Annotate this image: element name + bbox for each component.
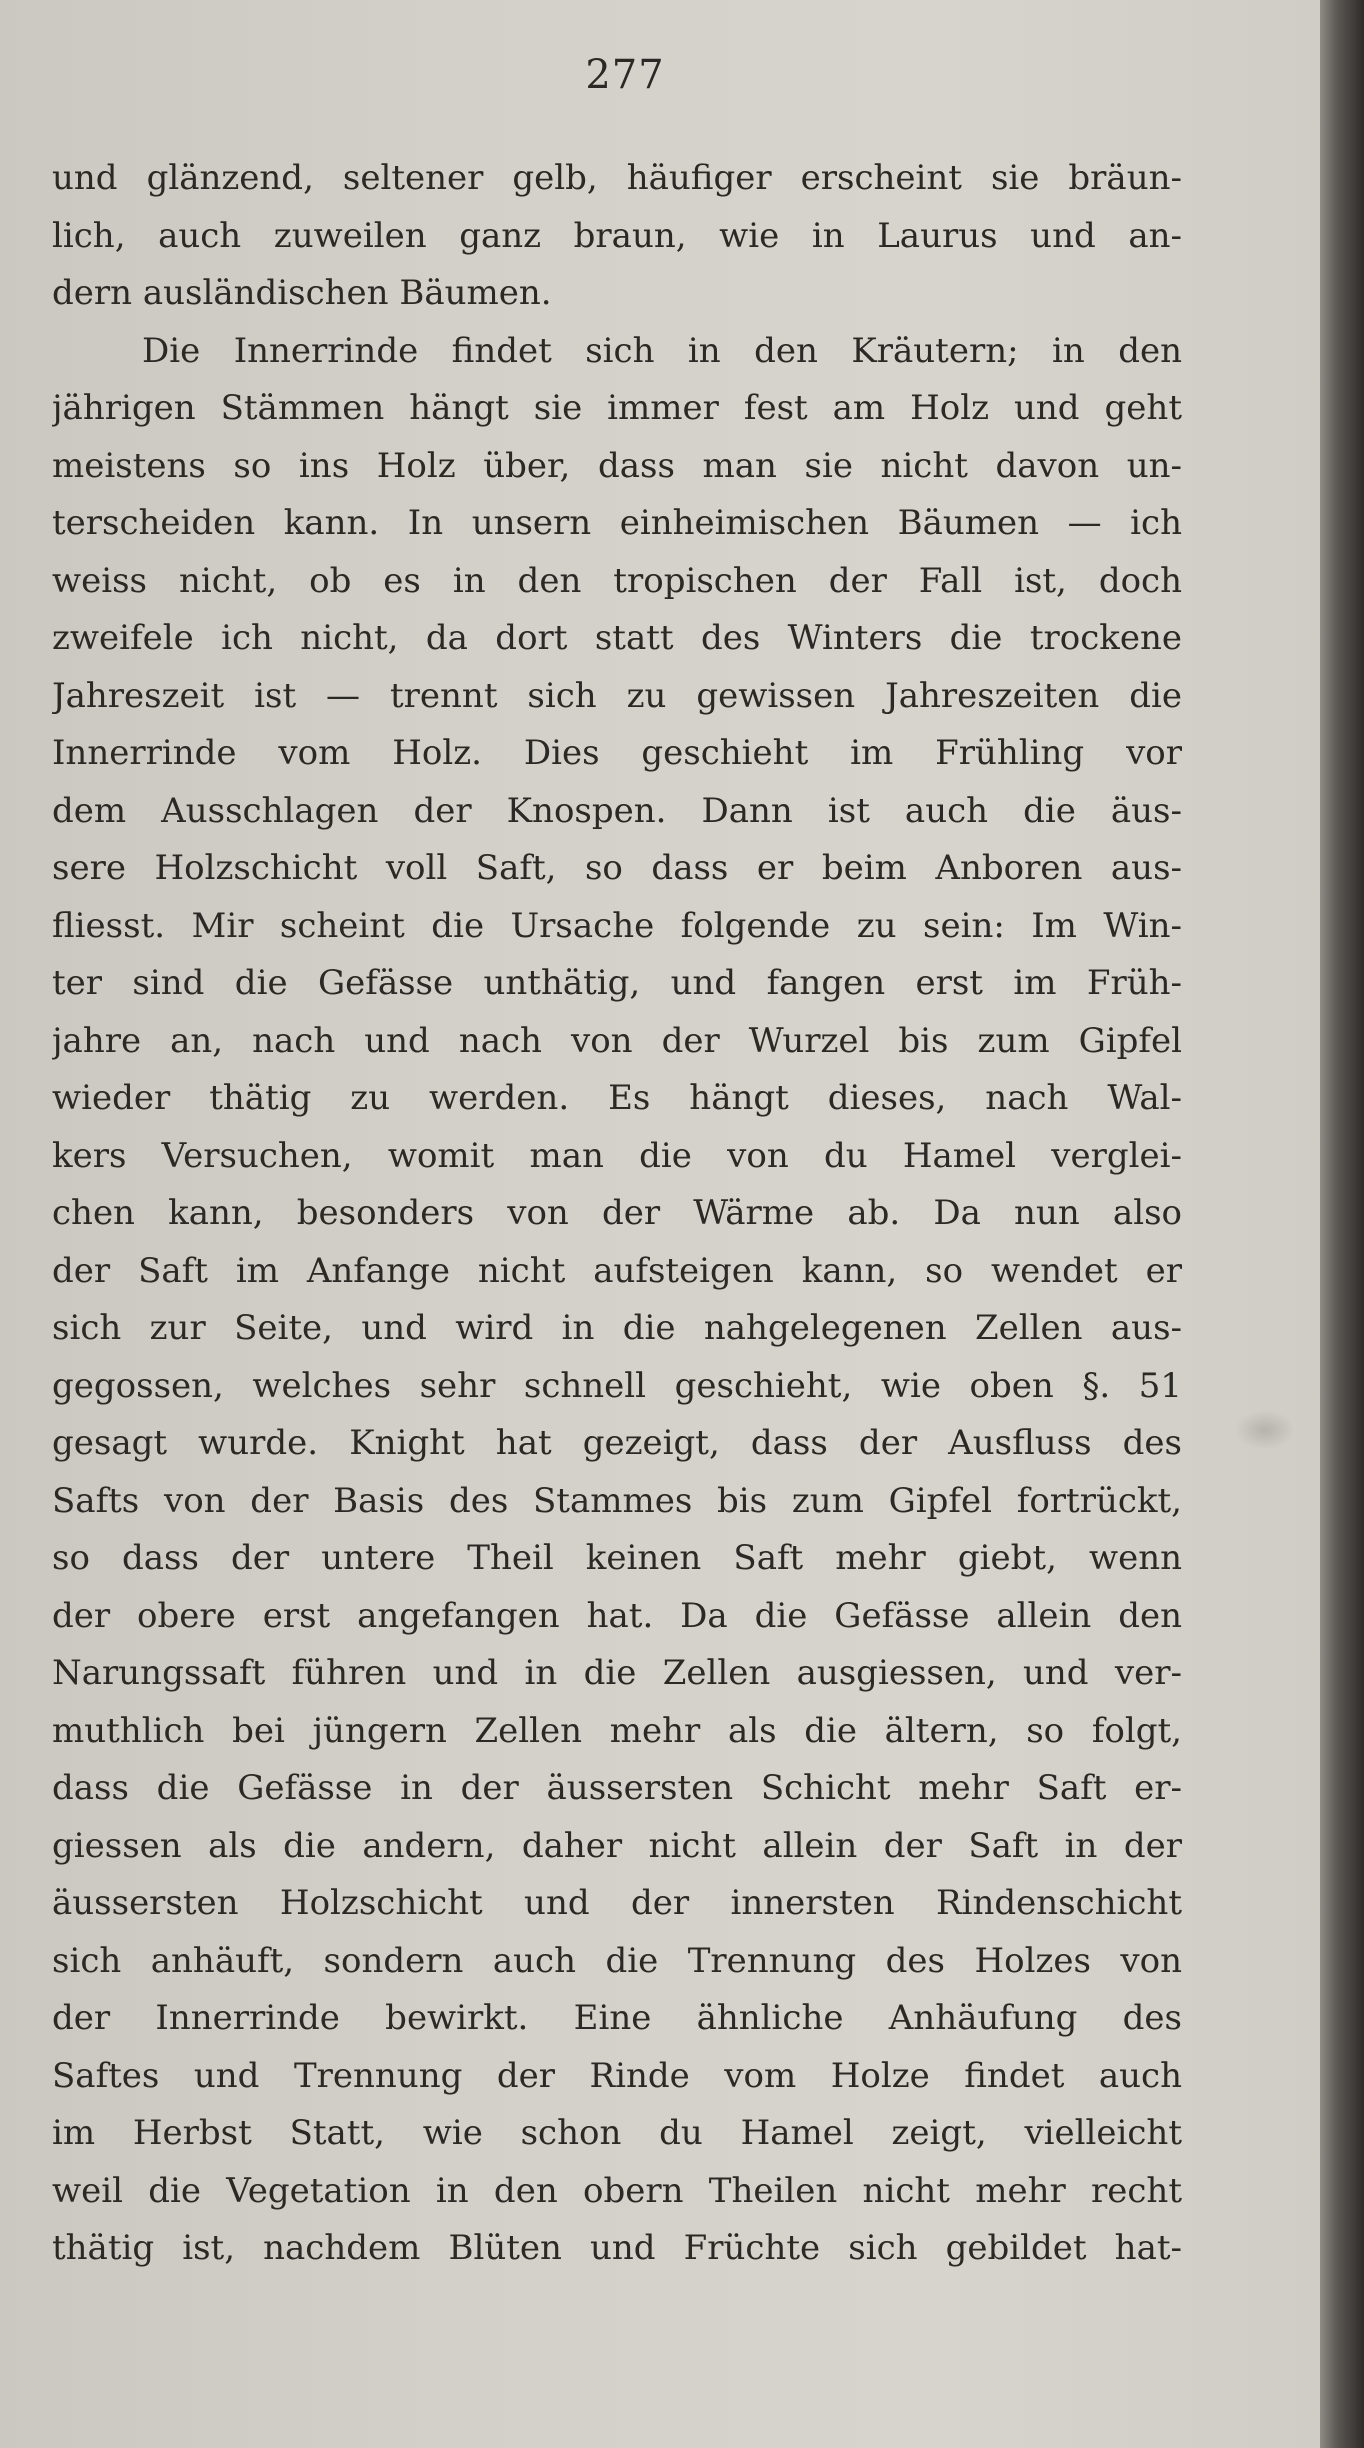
text-line: der Innerrinde bewirkt. Eine ähnliche Anhäufung des xyxy=(52,1998,1182,2038)
text-line: gesagt wurde. Knight hat gezeigt, dass der Ausfluss des xyxy=(52,1423,1182,1463)
text-line: Narungssaft führen und in die Zellen ausgiessen, und ver- xyxy=(52,1653,1182,1693)
text-line: Saftes und Trennung der Rinde vom Holze findet auch xyxy=(52,2055,1182,2096)
text-line: fliesst. Mir scheint die Ursache folgende zu sein: Im Win- xyxy=(52,905,1182,946)
text-line: im Herbst Statt, wie schon du Hamel zeigt, vielleicht xyxy=(52,2113,1182,2153)
page-edge-shadow xyxy=(1320,0,1364,2448)
text-line: und glänzend, seltener gelb, häufiger erscheint sie bräun- xyxy=(52,158,1182,198)
text-line: weil die Vegetation in den obern Theilen nicht mehr recht xyxy=(52,2170,1182,2211)
text-line: chen kann, besonders von der Wärme ab. Da nun also xyxy=(52,1193,1182,1233)
text-line: zweifele ich nicht, da dort statt des Winters die trockene xyxy=(52,618,1182,658)
text-line: äussersten Holzschicht und der innersten Rindenschicht xyxy=(52,1883,1182,1923)
text-line: Jahreszeit ist — trennt sich zu gewissen Jahreszeiten die xyxy=(52,675,1182,716)
text-line: dern ausländischen Bäumen. xyxy=(52,273,552,313)
text-line: der Saft im Anfange nicht aufsteigen kann, so wendet er xyxy=(52,1250,1182,1291)
text-line: Innerrinde vom Holz. Dies geschieht im Frühling vor xyxy=(52,733,1182,773)
text-line: dem Ausschlagen der Knospen. Dann ist auch die äus- xyxy=(52,790,1182,831)
text-line: jährigen Stämmen hängt sie immer fest am Holz und geht xyxy=(52,388,1182,428)
text-line: weiss nicht, ob es in den tropischen der Fall ist, doch xyxy=(52,560,1182,601)
text-line: meistens so ins Holz über, dass man sie nicht davon un- xyxy=(52,445,1182,486)
text-line: wieder thätig zu werden. Es hängt dieses, nach Wal- xyxy=(52,1078,1182,1118)
text-line: terscheiden kann. In unsern einheimischen Bäumen — ich xyxy=(52,503,1182,543)
text-line: thätig ist, nachdem Blüten und Früchte sich gebildet hat- xyxy=(52,2228,1182,2268)
text-line: ter sind die Gefässe unthätig, und fangen erst im Früh- xyxy=(52,963,1182,1003)
text-line: dass die Gefässe in der äussersten Schicht mehr Saft er- xyxy=(52,1768,1182,1808)
text-line: jahre an, nach und nach von der Wurzel bis zum Gipfel xyxy=(52,1020,1182,1061)
text-line: kers Versuchen, womit man die von du Hamel verglei- xyxy=(52,1135,1182,1176)
text-line: lich, auch zuweilen ganz braun, wie in Laurus und an- xyxy=(52,215,1182,256)
text-line: Safts von der Basis des Stammes bis zum Gipfel fortrückt, xyxy=(52,1480,1182,1521)
text-line: Die Innerrinde findet sich in den Kräutern; in den xyxy=(142,330,1182,371)
text-line: gegossen, welches sehr schnell geschieht, wie oben §. 51 xyxy=(52,1365,1182,1406)
text-line: der obere erst angefangen hat. Da die Gefässe allein den xyxy=(52,1595,1182,1636)
text-line: sich zur Seite, und wird in die nahgelegenen Zellen aus- xyxy=(52,1308,1182,1348)
text-line: so dass der untere Theil keinen Saft mehr giebt, wenn xyxy=(52,1538,1182,1578)
text-line: sere Holzschicht voll Saft, so dass er beim Anboren aus- xyxy=(52,848,1182,888)
text-line: sich anhäuft, sondern auch die Trennung des Holzes von xyxy=(52,1940,1182,1981)
page-number: 277 xyxy=(585,52,665,98)
paper-stain xyxy=(1235,1410,1295,1450)
text-line: muthlich bei jüngern Zellen mehr als die ältern, so folgt, xyxy=(52,1710,1182,1751)
text-line: giessen als die andern, daher nicht allein der Saft in der xyxy=(52,1825,1182,1866)
body-text xyxy=(52,150,1182,2278)
